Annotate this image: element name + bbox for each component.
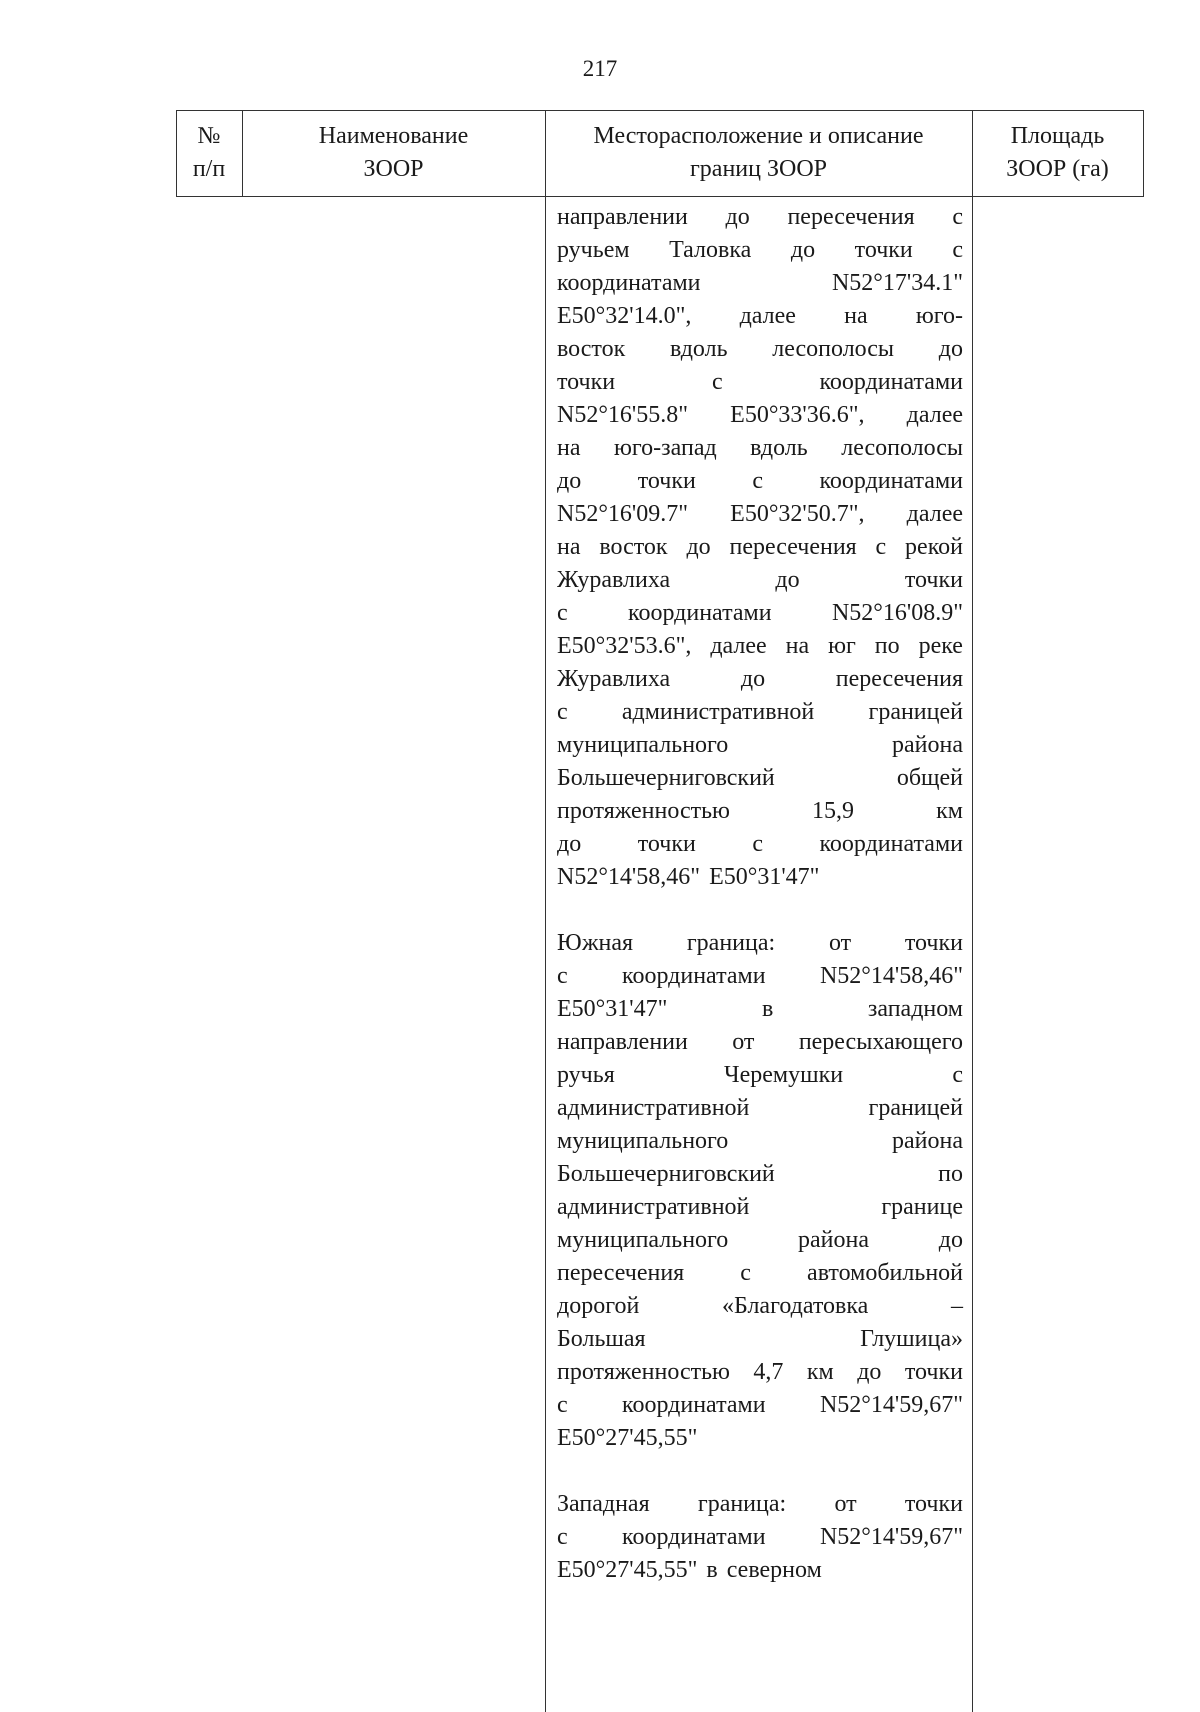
description-word: вдоль <box>669 336 728 362</box>
description-word: юго-запад <box>613 435 717 461</box>
description-word: E50°33'36.6", <box>730 402 865 428</box>
description-word: Глушица» <box>860 1326 963 1352</box>
description-line <box>557 663 963 696</box>
description-word: км <box>806 1359 834 1385</box>
description-line <box>557 267 963 300</box>
description-word: точки <box>557 369 616 395</box>
description-word: с <box>752 831 763 857</box>
description-word: координатами <box>557 270 701 296</box>
description-word: E50°32'53.6", <box>557 633 692 659</box>
description-line <box>557 696 963 729</box>
table-column-divider <box>972 110 973 1712</box>
description-word: с <box>557 600 568 626</box>
description-word: до <box>790 237 816 263</box>
description-word: граница: <box>686 930 776 956</box>
description-line <box>557 1422 963 1455</box>
header-description-line1: Месторасположение и описание <box>593 123 924 149</box>
description-word: до <box>557 468 582 494</box>
description-word: Журавлиха <box>557 666 671 692</box>
description-line <box>557 399 963 432</box>
description-word: с <box>557 699 568 725</box>
description-line <box>557 861 963 894</box>
description-word: на <box>844 303 868 329</box>
description-line <box>557 1554 963 1587</box>
description-word: пересечения <box>557 1260 685 1286</box>
description-line <box>557 729 963 762</box>
description-word: координатами <box>819 468 963 494</box>
header-name-cell <box>242 110 545 196</box>
description-word: N52°16'09.7" <box>557 501 689 527</box>
description-paragraph <box>557 201 963 894</box>
description-word: N52°14'59,67" <box>819 1524 963 1550</box>
description-line <box>557 465 963 498</box>
description-word: координатами <box>622 963 766 989</box>
header-number-line2: п/п <box>192 156 226 182</box>
description-word: с <box>557 1392 568 1418</box>
description-word: по <box>938 1161 963 1187</box>
description-word: с <box>952 204 963 230</box>
description-word: с <box>740 1260 751 1286</box>
description-word: Большечерниговский <box>557 765 775 791</box>
description-word: от <box>828 930 852 956</box>
description-word: с <box>875 534 887 560</box>
description-line <box>557 333 963 366</box>
header-name-line2: ЗООР <box>363 156 424 182</box>
page-number: 217 <box>582 56 618 81</box>
description-line <box>557 1389 963 1422</box>
description-word: района <box>798 1227 870 1253</box>
description-line <box>557 201 963 234</box>
description-word: км <box>936 798 963 824</box>
description-word: на <box>785 633 810 659</box>
description-line <box>557 1026 963 1059</box>
description-word: протяженностью <box>557 798 730 824</box>
description-word: E50°31'47" <box>557 996 668 1022</box>
description-word: координатами <box>622 1392 766 1418</box>
header-area-cell <box>972 110 1143 196</box>
description-line <box>557 1488 963 1521</box>
description-word: муниципального <box>557 1128 729 1154</box>
description-word: в <box>761 996 774 1022</box>
description-line <box>557 597 963 630</box>
description-line <box>557 630 963 663</box>
description-word: вдоль <box>750 435 808 461</box>
description-line <box>557 1323 963 1356</box>
description-line <box>557 762 963 795</box>
description-line <box>557 1191 963 1224</box>
description-word: с <box>557 963 568 989</box>
header-area-line1: Площадь <box>1010 123 1105 149</box>
description-line <box>557 960 963 993</box>
description-word: на <box>557 435 581 461</box>
description-paragraph <box>557 927 963 1455</box>
description-word: точки <box>904 1491 963 1517</box>
description-line <box>557 564 963 597</box>
description-word: точки <box>904 930 963 956</box>
description-word: до <box>938 336 963 362</box>
description-word: на <box>557 534 581 560</box>
description-word: Таловка <box>669 237 752 263</box>
description-word: пересечения <box>729 534 857 560</box>
description-line <box>557 1059 963 1092</box>
description-word: точки <box>904 567 963 593</box>
description-line <box>557 432 963 465</box>
description-word: N52°16'55.8" <box>557 402 689 428</box>
zoor-table <box>176 110 1144 1712</box>
description-word: N52°14'59,67" <box>819 1392 963 1418</box>
description-word: направлении <box>557 1029 688 1055</box>
description-word: граница: <box>697 1491 787 1517</box>
description-word: пересечения <box>787 204 915 230</box>
description-word: Западная <box>557 1491 650 1517</box>
description-word: координатами <box>819 369 963 395</box>
description-line <box>557 498 963 531</box>
description-word: от <box>732 1029 755 1055</box>
description-word: «Благодатовка <box>721 1293 869 1319</box>
description-word: муниципального <box>557 732 729 758</box>
description-line <box>557 1224 963 1257</box>
description-word: границей <box>868 699 963 725</box>
description-word: административной <box>557 1095 750 1121</box>
description-word: ручья <box>557 1062 615 1088</box>
description-line <box>557 1092 963 1125</box>
description-word: по <box>874 633 900 659</box>
header-description-line2: границ ЗООР <box>689 156 828 182</box>
description-word: восток <box>557 336 626 362</box>
description-line <box>557 1356 963 1389</box>
description-line <box>557 300 963 333</box>
description-word: с <box>557 1524 568 1550</box>
description-word: далее <box>906 402 963 428</box>
header-number-cell <box>176 110 242 196</box>
description-line <box>557 531 963 564</box>
description-line <box>557 927 963 960</box>
description-word: северном <box>726 1557 822 1583</box>
description-line <box>557 366 963 399</box>
description-cell <box>557 201 963 1620</box>
description-line <box>557 1125 963 1158</box>
description-word: с <box>952 237 963 263</box>
description-word: района <box>892 1128 963 1154</box>
description-word: в <box>706 1557 718 1583</box>
description-word: с <box>952 1062 963 1088</box>
description-line <box>557 1158 963 1191</box>
description-word: точки <box>904 1359 963 1385</box>
description-word: Журавлиха <box>557 567 671 593</box>
description-word: Большечерниговский <box>557 1161 775 1187</box>
description-word: границе <box>881 1194 963 1220</box>
description-word: Большая <box>557 1326 646 1352</box>
description-word: далее <box>906 501 963 527</box>
description-word: до <box>557 831 582 857</box>
description-line <box>557 993 963 1026</box>
description-word: точки <box>637 468 696 494</box>
description-line <box>557 1521 963 1554</box>
description-word: далее <box>710 633 767 659</box>
description-word: E50°27'45,55" <box>557 1557 698 1583</box>
description-word: юг <box>828 633 856 659</box>
header-description-cell <box>545 110 972 196</box>
description-word: точки <box>637 831 696 857</box>
description-word: E50°32'14.0", <box>557 303 692 329</box>
description-line <box>557 1257 963 1290</box>
description-word: до <box>686 534 711 560</box>
description-word: общей <box>896 765 963 791</box>
description-word: административной <box>557 1194 750 1220</box>
description-word: границей <box>868 1095 963 1121</box>
description-word: пересыхающего <box>798 1029 963 1055</box>
description-word: муниципального <box>557 1227 729 1253</box>
description-word: дорогой <box>557 1293 640 1319</box>
header-area-line2: ЗООР (га) <box>1006 156 1109 182</box>
header-number-line1: № <box>197 123 221 149</box>
description-word: далее <box>739 303 796 329</box>
header-name-line1: Наименование <box>318 123 469 149</box>
description-word: до <box>775 567 800 593</box>
description-word: лесополосы <box>772 336 895 362</box>
description-word: 15,9 <box>812 798 855 824</box>
description-line <box>557 795 963 828</box>
description-word: точки <box>854 237 913 263</box>
description-word: E50°27'45,55" <box>557 1425 698 1451</box>
description-word: рекой <box>905 534 963 560</box>
description-word: до <box>740 666 766 692</box>
description-word: до <box>938 1227 963 1253</box>
description-word: N52°17'34.1" <box>831 270 963 296</box>
description-word: пересечения <box>835 666 963 692</box>
description-word: западном <box>867 996 963 1022</box>
description-word: N52°16'08.9" <box>831 600 963 626</box>
description-word: – <box>951 1293 963 1319</box>
description-word: административной <box>621 699 815 725</box>
description-word: N52°14'58,46" <box>557 864 701 890</box>
description-word: направлении <box>557 204 688 230</box>
description-word: протяженностью <box>557 1359 730 1385</box>
description-word: восток <box>599 534 668 560</box>
description-word: до <box>857 1359 882 1385</box>
description-word: координатами <box>622 1524 766 1550</box>
description-word: реке <box>918 633 963 659</box>
description-word: N52°14'58,46" <box>819 963 963 989</box>
description-line <box>557 234 963 267</box>
table-right-border <box>1143 110 1144 196</box>
description-word: до <box>725 204 750 230</box>
description-word: автомобильной <box>807 1260 963 1286</box>
description-word: Южная <box>557 930 634 956</box>
description-word: района <box>892 732 963 758</box>
table-header-border <box>176 196 1144 197</box>
description-word: ручьем <box>557 237 630 263</box>
description-word: E50°32'50.7", <box>730 501 865 527</box>
table-column-divider <box>545 110 546 1712</box>
description-word: юго- <box>915 303 963 329</box>
description-word: с <box>711 369 723 395</box>
description-word: Черемушки <box>724 1062 844 1088</box>
description-word: координатами <box>819 831 963 857</box>
description-word: 4,7 <box>753 1359 784 1385</box>
description-paragraph <box>557 1488 963 1587</box>
description-line <box>557 828 963 861</box>
description-word: E50°31'47" <box>709 864 820 890</box>
description-word: с <box>752 468 763 494</box>
description-word: координатами <box>628 600 772 626</box>
description-line <box>557 1290 963 1323</box>
description-word: лесополосы <box>841 435 963 461</box>
description-word: от <box>834 1491 857 1517</box>
